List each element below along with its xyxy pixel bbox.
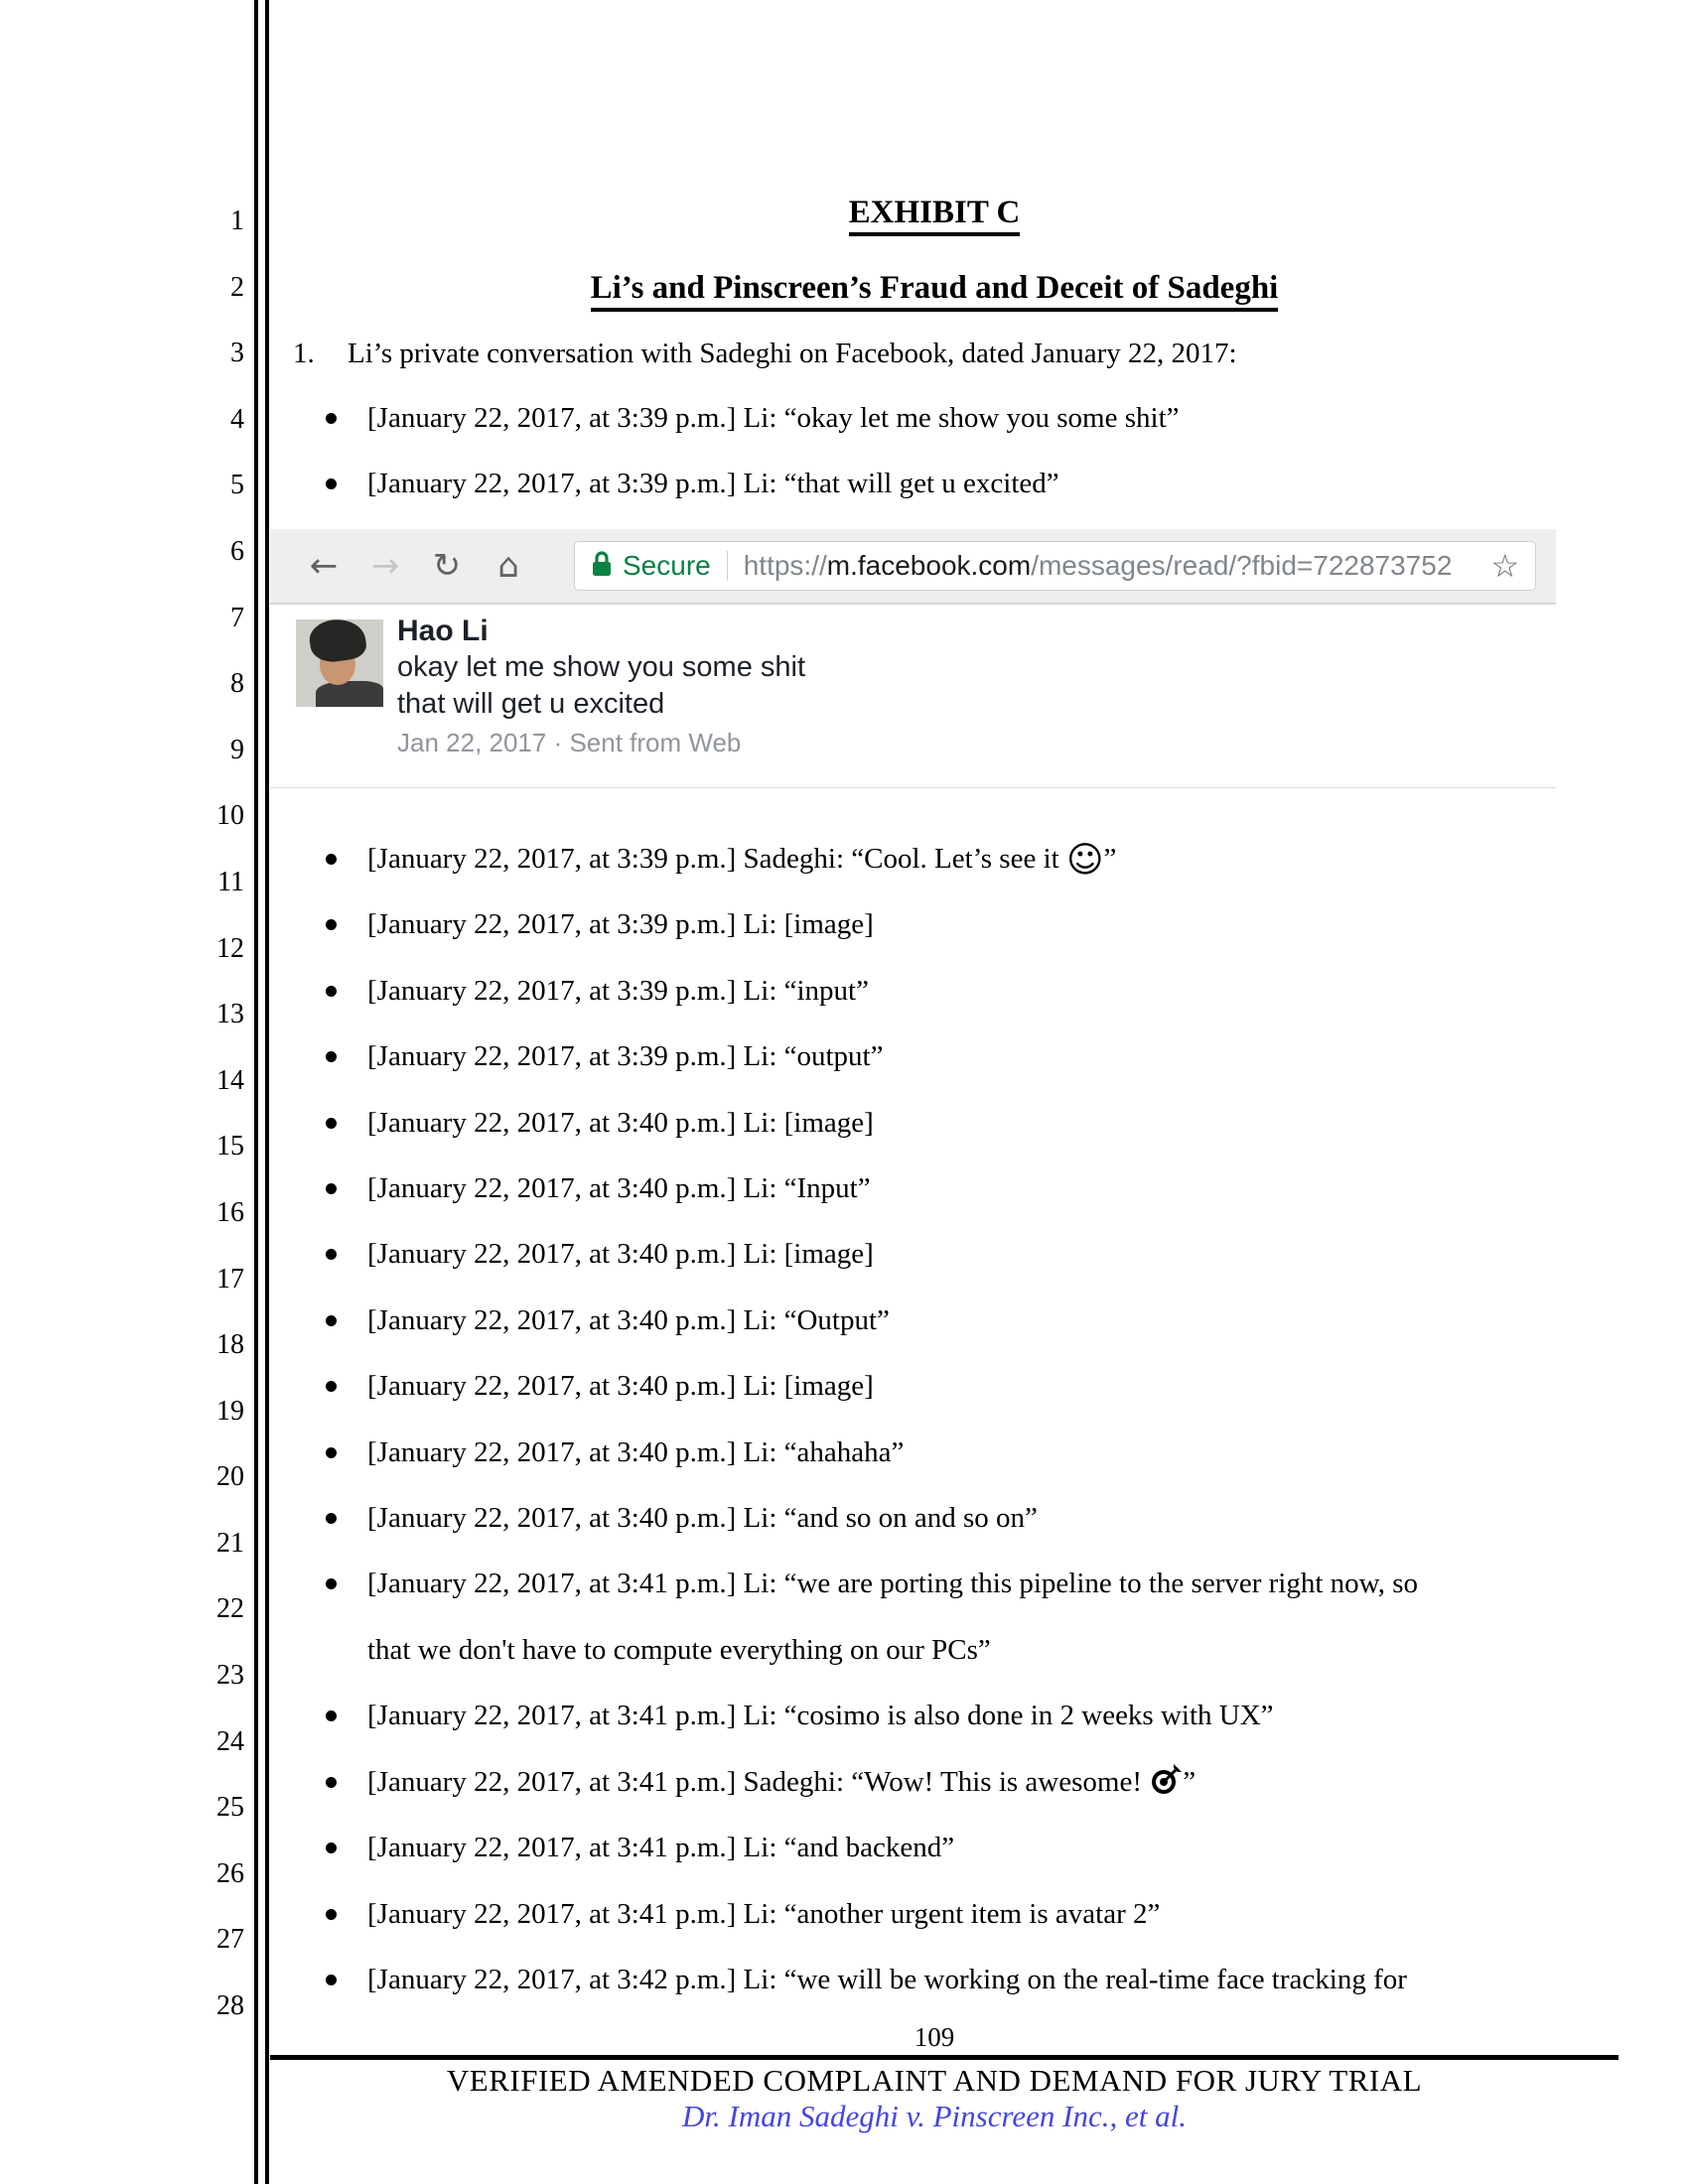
line-number: 14 — [216, 1064, 244, 1096]
line-number: 25 — [216, 1792, 244, 1824]
bullet-item — [278, 1156, 1418, 1221]
pleading-rule-left — [254, 0, 258, 2184]
bullet-item — [278, 1024, 1418, 1089]
bullet-line: [January 22, 2017, at 3:41 p.m.] Li: “we are porting this pipeline to the server right now, so — [367, 1568, 1418, 1600]
bullet-item — [278, 1749, 1418, 1815]
line-number: 10 — [216, 800, 244, 832]
avatar[interactable] — [296, 619, 383, 707]
secure-label: Secure — [623, 550, 711, 581]
footer-title: VERIFIED AMENDED COMPLAINT AND DEMAND FOR JURY TRIAL — [446, 2063, 1423, 2098]
bullet-item — [278, 1551, 1418, 1683]
bullet-line: [January 22, 2017, at 3:40 p.m.] Li: “ahahaha” — [367, 1435, 905, 1468]
bullet-line: [January 22, 2017, at 3:39 p.m.] Li: “that will get u excited” — [367, 468, 1059, 500]
facebook-message-panel — [270, 605, 1556, 788]
back-icon[interactable]: ← — [309, 546, 339, 586]
footer-rule — [270, 2055, 1618, 2060]
bullet-line: [January 22, 2017, at 3:40 p.m.] Li: “and so on and so on” — [367, 1502, 1038, 1535]
message-line: okay let me show you some shit — [397, 651, 806, 683]
facebook-message-text — [397, 613, 805, 762]
line-number: 8 — [230, 668, 244, 700]
avatar-shirt — [316, 681, 383, 707]
bullet-item — [278, 891, 1418, 957]
smiley-emoji: ☺ — [1065, 840, 1104, 881]
bullet-line: [January 22, 2017, at 3:40 p.m.] Li: [image] — [367, 1238, 874, 1271]
bullet-item — [278, 1815, 1418, 1880]
exhibit-subheading — [278, 266, 1591, 310]
item-text: Li’s private conversation with Sadeghi on Facebook, dated January 22, 2017: — [348, 338, 1237, 369]
bullet-item — [278, 451, 1180, 516]
message-line: that will get u excited — [397, 688, 665, 720]
address-bar[interactable] — [574, 541, 1536, 591]
bullet-item — [278, 385, 1180, 451]
bookmark-star-icon[interactable]: ☆ — [1490, 547, 1519, 585]
bullet-line: [January 22, 2017, at 3:41 p.m.] Li: “cosimo is also done in 2 weeks with UX” — [367, 1700, 1274, 1732]
bullet-item — [278, 1881, 1418, 1947]
line-number: 9 — [230, 734, 244, 765]
line-number: 7 — [230, 602, 244, 633]
url-host: m.facebook.com — [826, 550, 1032, 581]
line-number: 6 — [230, 535, 244, 567]
bullet-list-after-screenshot — [278, 826, 1418, 2012]
line-number: 19 — [216, 1395, 244, 1427]
bullet-line: [January 22, 2017, at 3:41 p.m.] Sadeghi: “Wow! This is awesome! ” — [367, 1765, 1196, 1798]
bullet-line: [January 22, 2017, at 3:39 p.m.] Li: “output” — [367, 1040, 884, 1073]
line-number: 23 — [216, 1660, 244, 1692]
line-number: 20 — [216, 1461, 244, 1493]
url-scheme: https:// — [743, 550, 827, 581]
bullet-line: [January 22, 2017, at 3:41 p.m.] Li: “and backend” — [367, 1832, 955, 1864]
bullet-line: [January 22, 2017, at 3:40 p.m.] Li: “Output” — [367, 1303, 890, 1336]
bullet-item — [278, 1485, 1418, 1551]
bullet-line: [January 22, 2017, at 3:39 p.m.] Li: “input” — [367, 974, 869, 1007]
bullet-line: [January 22, 2017, at 3:40 p.m.] Li: “Input” — [367, 1172, 871, 1205]
forward-icon[interactable]: → — [370, 546, 400, 586]
bullet-item — [278, 1420, 1418, 1485]
item-number: 1. — [293, 338, 315, 369]
home-icon[interactable]: ⌂ — [497, 546, 519, 586]
line-number: 24 — [216, 1725, 244, 1757]
bullet-item — [278, 1947, 1418, 2012]
line-number: 1 — [230, 205, 244, 236]
bullet-line: [January 22, 2017, at 3:39 p.m.] Li: “okay let me show you some shit” — [367, 402, 1180, 434]
bullet-line: [January 22, 2017, at 3:41 p.m.] Li: “another urgent item is avatar 2” — [367, 1897, 1161, 1930]
exhibit-subtitle: Li’s and Pinscreen’s Fraud and Deceit of Sadeghi — [591, 270, 1279, 312]
bullet-line: [January 22, 2017, at 3:40 p.m.] Li: [image] — [367, 1106, 874, 1139]
lock-icon — [591, 550, 613, 583]
bullet-line: [January 22, 2017, at 3:39 p.m.] Li: [image] — [367, 908, 874, 941]
line-number: 3 — [230, 338, 244, 369]
browser-toolbar — [270, 529, 1556, 605]
bullet-line: [January 22, 2017, at 3:42 p.m.] Li: “we will be working on the real-time face tracking for — [367, 1963, 1407, 1995]
browser-screenshot — [270, 529, 1556, 788]
line-number: 12 — [216, 932, 244, 964]
line-number: 16 — [216, 1196, 244, 1228]
line-number: 18 — [216, 1329, 244, 1361]
bullet-item — [278, 1221, 1418, 1287]
bullet-item — [278, 1353, 1418, 1419]
line-number: 5 — [230, 470, 244, 501]
line-number: 17 — [216, 1263, 244, 1295]
url-separator — [727, 551, 728, 581]
exhibit-heading — [278, 191, 1591, 234]
sender-name[interactable]: Hao Li — [397, 614, 489, 647]
bullet-item — [278, 1683, 1418, 1748]
line-number: 13 — [216, 999, 244, 1030]
bullet-line: that we don't have to compute everything on our PCs” — [367, 1633, 991, 1666]
bullet-item — [278, 1090, 1418, 1156]
line-number: 15 — [216, 1131, 244, 1162]
avatar-hair — [307, 619, 367, 665]
url-path: /messages/read/?fbid=722873752 — [1031, 550, 1453, 581]
exhibit-title: EXHIBIT C — [849, 195, 1021, 236]
numbered-item — [278, 332, 1591, 375]
line-number: 11 — [217, 866, 244, 897]
message-timestamp: Jan 22, 2017 · Sent from Web — [397, 728, 742, 757]
line-number: 26 — [216, 1857, 244, 1889]
bullet-item — [278, 958, 1418, 1024]
url-text[interactable] — [744, 550, 1453, 582]
line-number: 27 — [216, 1924, 244, 1956]
pleading-rule-right — [265, 0, 269, 2184]
line-number: 4 — [230, 403, 244, 435]
bullet-list-before-screenshot — [278, 385, 1180, 517]
browser-nav-icons — [270, 546, 550, 586]
line-number: 22 — [216, 1593, 244, 1625]
dart-emoji — [1149, 1766, 1183, 1798]
footer-case-caption: Dr. Iman Sadeghi v. Pinscreen Inc., et al. — [682, 2099, 1187, 2133]
line-number: 2 — [230, 271, 244, 303]
bullet-item — [278, 1288, 1418, 1353]
line-number: 28 — [216, 1990, 244, 2022]
bullet-line: [January 22, 2017, at 3:39 p.m.] Sadeghi: “Cool. Let’s see it ☺” — [367, 840, 1117, 881]
bullet-item — [278, 826, 1418, 891]
bullet-line: [January 22, 2017, at 3:40 p.m.] Li: [image] — [367, 1370, 874, 1403]
line-number-column — [0, 189, 244, 2040]
line-number: 21 — [216, 1527, 244, 1559]
reload-icon[interactable]: ↻ — [432, 546, 462, 586]
page-number: 109 — [914, 2022, 955, 2052]
